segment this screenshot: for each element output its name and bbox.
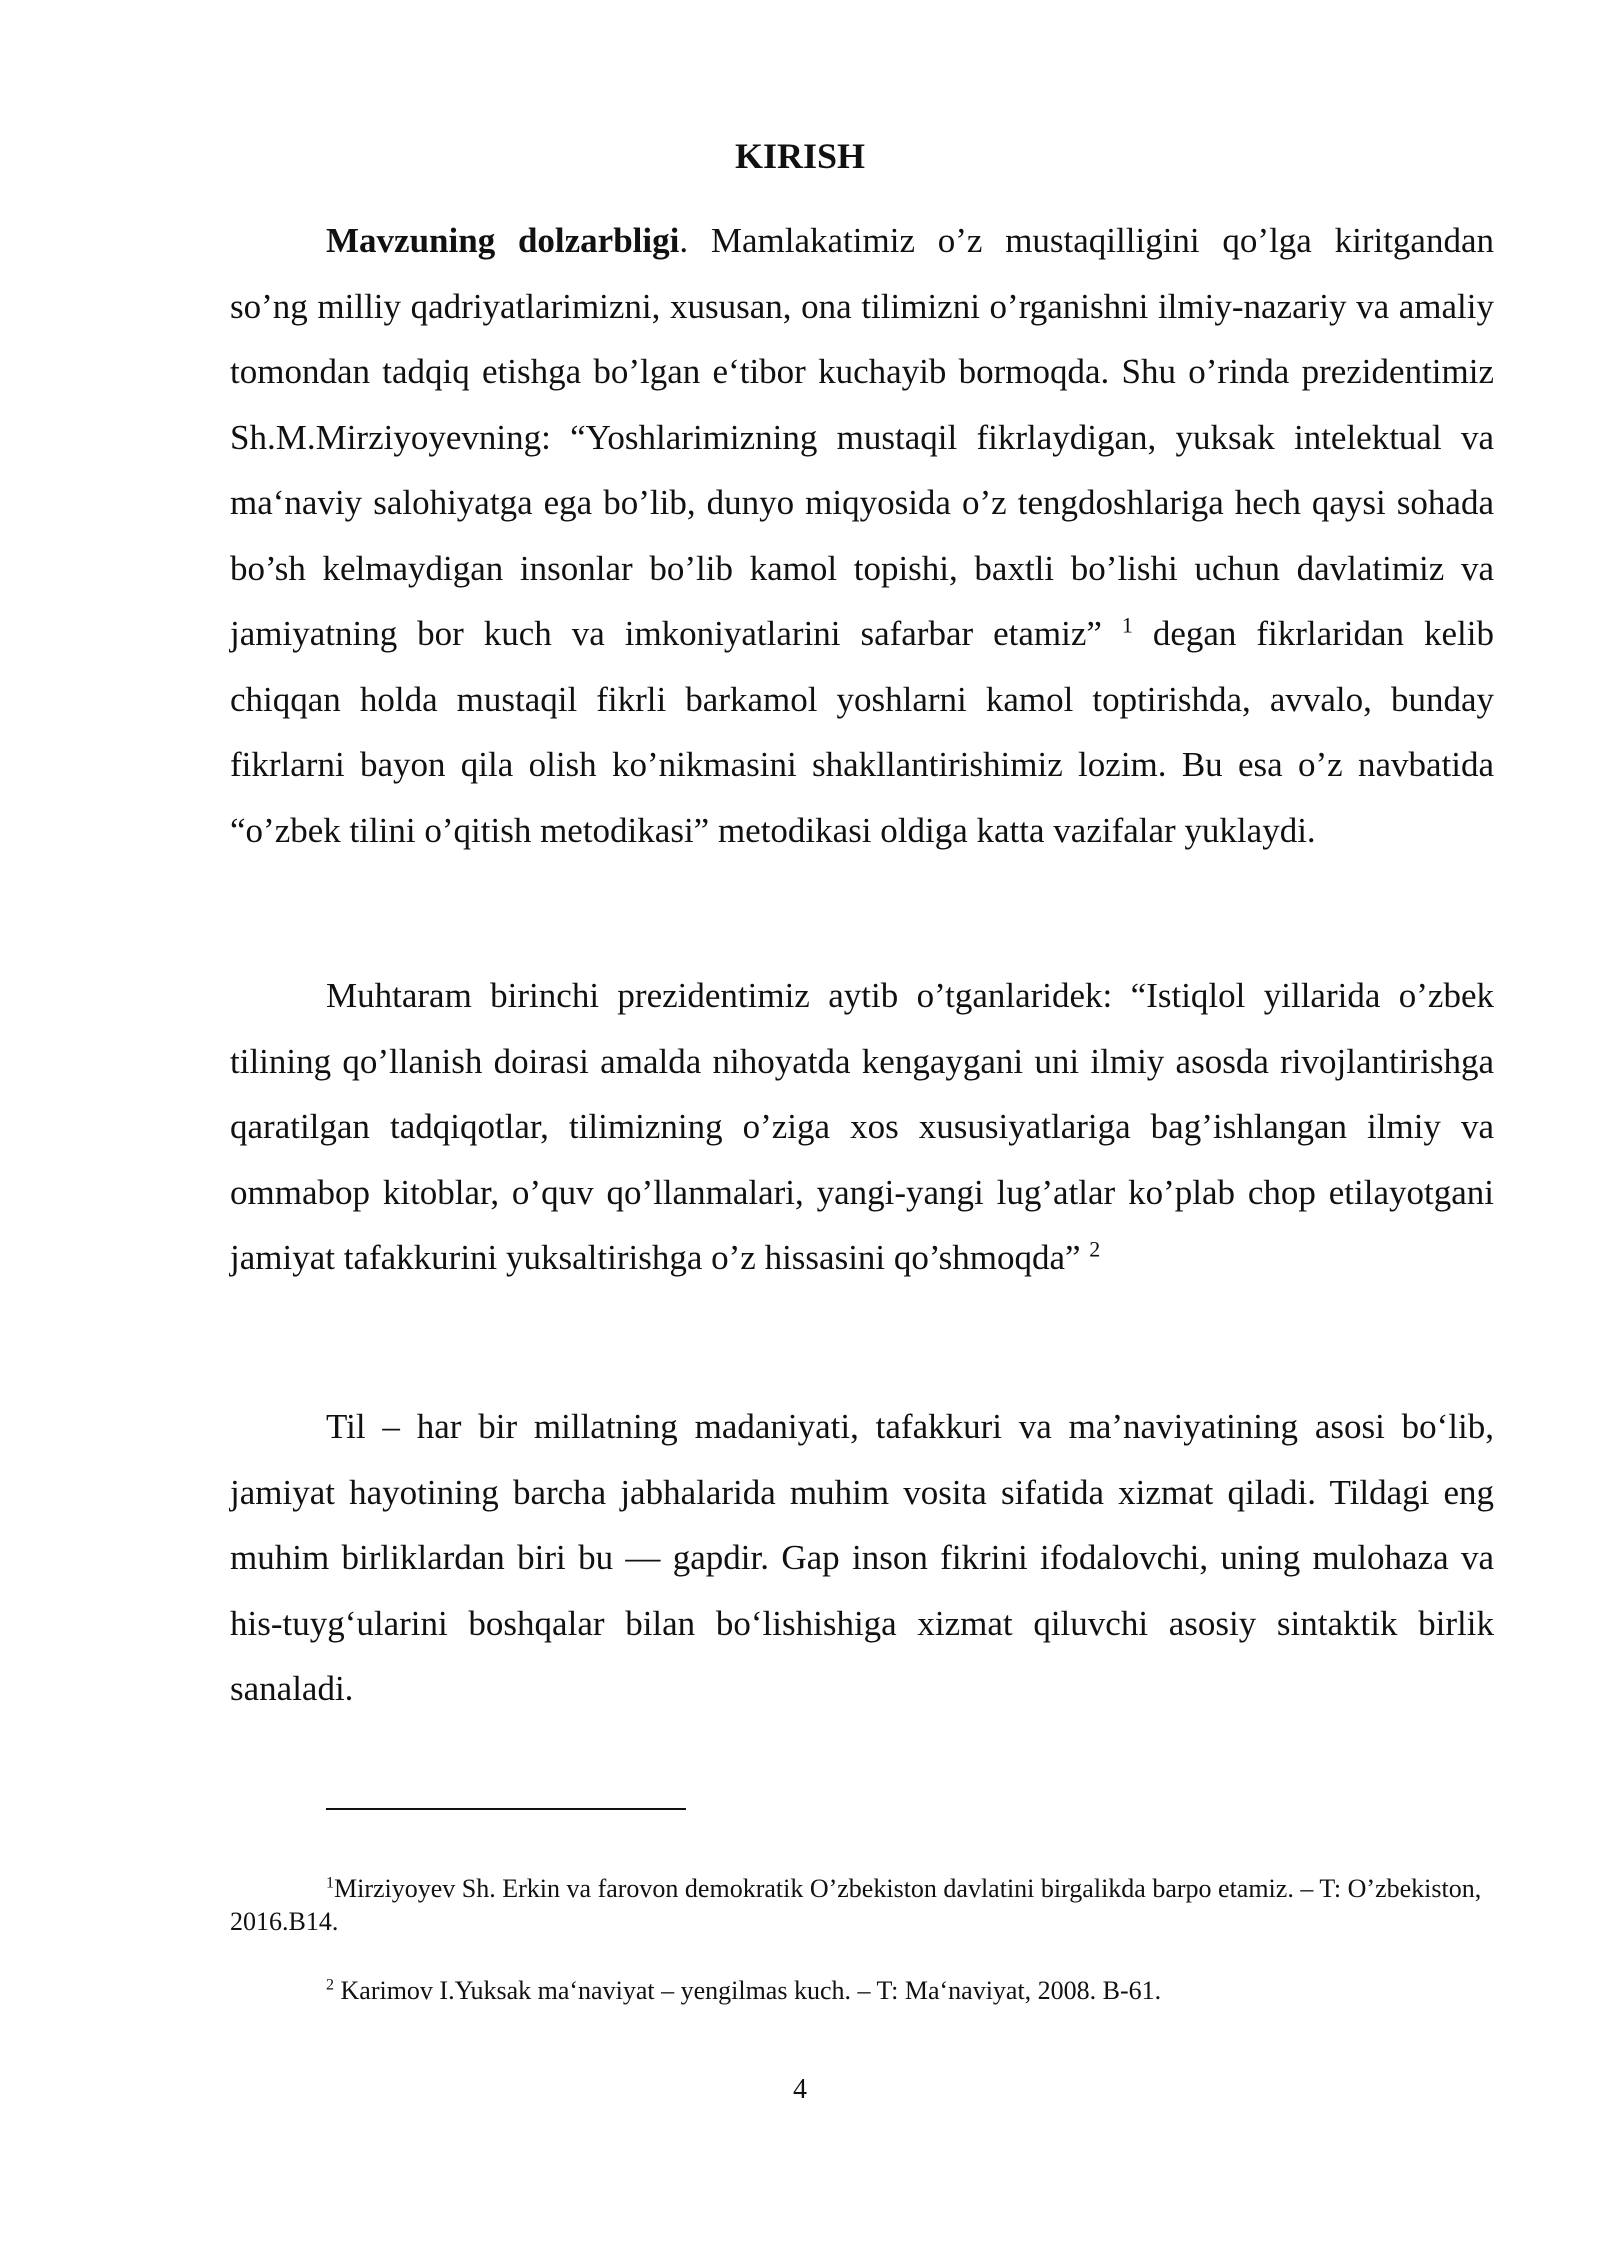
footnote-ref-1[interactable]: 1	[1121, 612, 1133, 638]
paragraph-body-continued: degan fikrlaridan kelib chiqqan holda mustaqil fikrli barkamol yoshlarni kamol toptirishda, avvalo, bunday fikrlarni bayon qila olish ko’nikmasini shakllantirishimiz lozim. Bu esa o’z navbatida “o’zbek tilini o’qitish metodikasi” metodikasi oldiga katta vazifalar yuklaydi.	[230, 614, 1494, 850]
footnote-number: 1	[326, 1874, 334, 1892]
footnote-2	[230, 1974, 1494, 2007]
page-heading: KIRISH	[734, 136, 866, 176]
paragraph-text	[230, 1394, 1494, 1722]
paragraph-quote	[230, 963, 1494, 1291]
paragraph-body: Mamlakatimiz o’z mustaqilligini qo’lga kiritgandan so’ng milliy qadriyatlarimizni, xususan, ona tilimizni o’rganishni ilmiy-nazariy va amaliy tomondan tadqiq etishga bo’lgan e‘tibor kuchayib bormoqda. Shu o’rinda prezidentimiz Sh.M.Mirziyoyevning: “Yoshlarimizning mustaqil fikrlaydigan, yuksak intelektual va ma‘naviy salohiyatga ega bo’lib, dunyo miqyosida o’z tengdoshlariga hech qaysi sohada bo’sh kelmaydigan insonlar bo’lib kamol topishi, baxtli bo’lishi uchun davlatimiz va jamiyatning bor kuch va imkoniyatlarini safarbar etamiz”	[230, 221, 1494, 653]
footnote-1	[230, 1872, 1494, 1938]
paragraph-relevance	[230, 208, 1494, 863]
footnote-number: 2	[326, 1976, 334, 1994]
paragraph-body: Til – har bir millatning madaniyati, tafakkuri va ma’naviyatining asosi bo‘lib, jamiyat hayotining barcha jabhalarida muhim vosita sifatida xizmat qiladi. Tildagi eng muhim birliklardan biri bu — gapdir. Gap inson fikrini ifodalovchi, uning mulohaza va his-tuyg‘ularini boshqalar bilan bo‘lishishiga xizmat qiluvchi asosiy sintaktik birlik sanaladi.	[230, 1407, 1494, 1708]
footnote-ref-2[interactable]: 2	[1089, 1236, 1101, 1262]
footnote-text: Karimov I.Yuksak ma‘naviyat – yengilmas kuch. – T: Ma‘naviyat, 2008. B-61.	[334, 1976, 1162, 2005]
page-number: 4	[793, 2074, 807, 2105]
lead-punctuation: .	[679, 221, 689, 260]
paragraph-body: Muhtaram birinchi prezidentimiz aytib o’tganlaridek: “Istiqlol yillarida o’zbek tilining qo’llanish doirasi amalda nihoyatda kengaygani uni ilmiy asosda rivojlantirishga qaratilgan tadqiqotlar, tilimizning o’ziga xos xususiyatlariga bag’ishlangan ilmiy va ommabop kitoblar, o’quv qo’llanmalari, yangi-yangi lug’atlar ko’plab chop etilayotgani jamiyat tafakkurini yuksaltirishga o’z hissasini qo’shmoqda”	[230, 976, 1494, 1277]
paragraph-language	[230, 1394, 1494, 1722]
footnote-text: Mirziyoyev Sh. Erkin va farovon demokratik O’zbekiston davlatini birgalikda barpo etamiz. – T: O’zbekiston, 2016.B14.	[230, 1874, 1482, 1936]
footnote-separator	[326, 1808, 686, 1810]
paragraph-text	[230, 963, 1494, 1291]
paragraph-text	[230, 208, 1494, 863]
paragraph-lead: Mavzuning dolzarbligi	[326, 221, 680, 260]
